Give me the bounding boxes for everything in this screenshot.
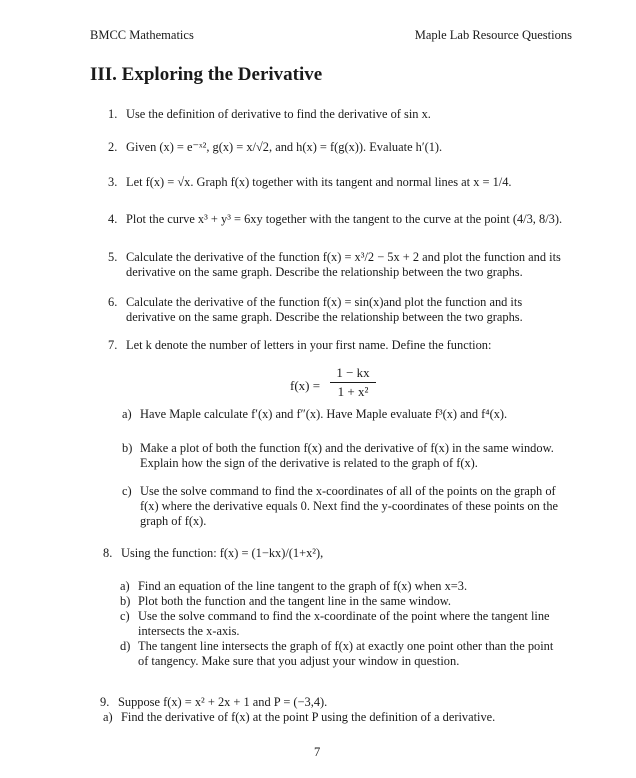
question-8-part-a <box>120 579 570 595</box>
part-label: b) <box>120 594 131 608</box>
part-text-line-2: f(x) where the derivative equals 0. Next find the y-coordinates of these points on the <box>140 499 559 513</box>
question-5 <box>108 250 578 282</box>
part-label: a) <box>122 407 132 421</box>
page-number: 7 <box>314 745 321 759</box>
question-number: 7. <box>108 338 118 352</box>
question-text: Let k denote the number of letters in your first name. Define the function: <box>126 338 492 352</box>
function-definition <box>290 365 390 401</box>
part-text-line-3: graph of f(x). <box>140 514 207 528</box>
question-text: Suppose f(x) = x² + 2x + 1 and P = (−3,4). <box>118 695 328 709</box>
part-text-line-1: The tangent line intersects the graph of f(x) at exactly one point other than the point <box>138 639 554 653</box>
part-label: c) <box>122 484 132 498</box>
part-label: c) <box>120 609 130 623</box>
question-number: 8. <box>103 546 113 560</box>
question-9 <box>100 695 570 711</box>
question-text-line-2: derivative on the same graph. Describe the relationship between the two graphs. <box>126 310 523 324</box>
part-label: a) <box>103 710 113 724</box>
question-text: Plot the curve x³ + y³ = 6xy together with the tangent to the curve at the point (4/3, 8/3). <box>126 212 563 226</box>
question-text-line-2: derivative on the same graph. Describe the relationship between the two graphs. <box>126 265 523 279</box>
fraction <box>330 365 376 400</box>
question-6 <box>108 295 578 327</box>
part-text-line-2: Explain how the sign of the derivative is related to the graph of f(x). <box>140 456 478 470</box>
question-8-part-d <box>120 639 570 671</box>
question-number: 2. <box>108 140 118 154</box>
question-number: 9. <box>100 695 110 709</box>
question-1 <box>108 107 568 123</box>
question-text: Use the definition of derivative to find the derivative of sin x. <box>126 107 431 121</box>
part-text: Plot both the function and the tangent line in the same window. <box>138 594 452 608</box>
question-7-part-a <box>122 407 572 423</box>
question-text-line-1: Calculate the derivative of the function f(x) = x³/2 − 5x + 2 and plot the function and its <box>126 250 561 264</box>
question-number: 3. <box>108 175 118 189</box>
section-title: III. Exploring the Derivative <box>90 64 323 85</box>
part-text-line-1: Use the solve command to find the x-coordinate of the point where the tangent line <box>138 609 550 623</box>
question-4 <box>108 212 578 228</box>
fraction-numerator: 1 − kx <box>330 365 376 383</box>
question-number: 5. <box>108 250 118 264</box>
part-label: b) <box>122 441 133 455</box>
question-8-part-c <box>120 609 570 641</box>
question-number: 1. <box>108 107 118 121</box>
question-8-part-b <box>120 594 570 610</box>
part-label: a) <box>120 579 130 593</box>
question-text: Using the function: f(x) = (1−kx)/(1+x²), <box>121 546 324 560</box>
question-7 <box>108 338 578 354</box>
part-text: Have Maple calculate f′(x) and f″(x). Have Maple evaluate f³(x) and f⁴(x). <box>140 407 508 421</box>
question-number: 6. <box>108 295 118 309</box>
question-9-part-a <box>103 710 553 726</box>
header-right: Maple Lab Resource Questions <box>414 28 572 42</box>
part-text-line-2: of tangency. Make sure that you adjust your window in question. <box>138 654 460 668</box>
part-text-line-2: intersects the x-axis. <box>138 624 240 638</box>
question-text: Given (x) = e⁻ˣ², g(x) = x/√2, and h(x) = f(g(x)). Evaluate h′(1). <box>126 140 443 154</box>
question-7-part-b <box>122 441 572 473</box>
part-text-line-1: Make a plot of both the function f(x) and the derivative of f(x) in the same window. <box>140 441 554 455</box>
question-3 <box>108 175 568 191</box>
question-2 <box>108 140 568 156</box>
question-8 <box>103 546 573 562</box>
part-text-line-1: Use the solve command to find the x-coordinates of all of the points on the graph of <box>140 484 556 498</box>
question-text: Let f(x) = √x. Graph f(x) together with its tangent and normal lines at x = 1/4. <box>126 175 512 189</box>
question-text-line-1: Calculate the derivative of the function f(x) = sin(x)and plot the function and its <box>126 295 523 309</box>
fraction-denominator: 1 + x² <box>337 384 369 399</box>
part-text: Find an equation of the line tangent to the graph of f(x) when x=3. <box>138 579 468 593</box>
question-7-part-c <box>122 484 572 530</box>
part-label: d) <box>120 639 131 653</box>
function-lhs: f(x) = <box>290 378 321 393</box>
header-left: BMCC Mathematics <box>90 28 194 42</box>
part-text: Find the derivative of f(x) at the point P using the definition of a derivative. <box>121 710 496 724</box>
question-number: 4. <box>108 212 118 226</box>
